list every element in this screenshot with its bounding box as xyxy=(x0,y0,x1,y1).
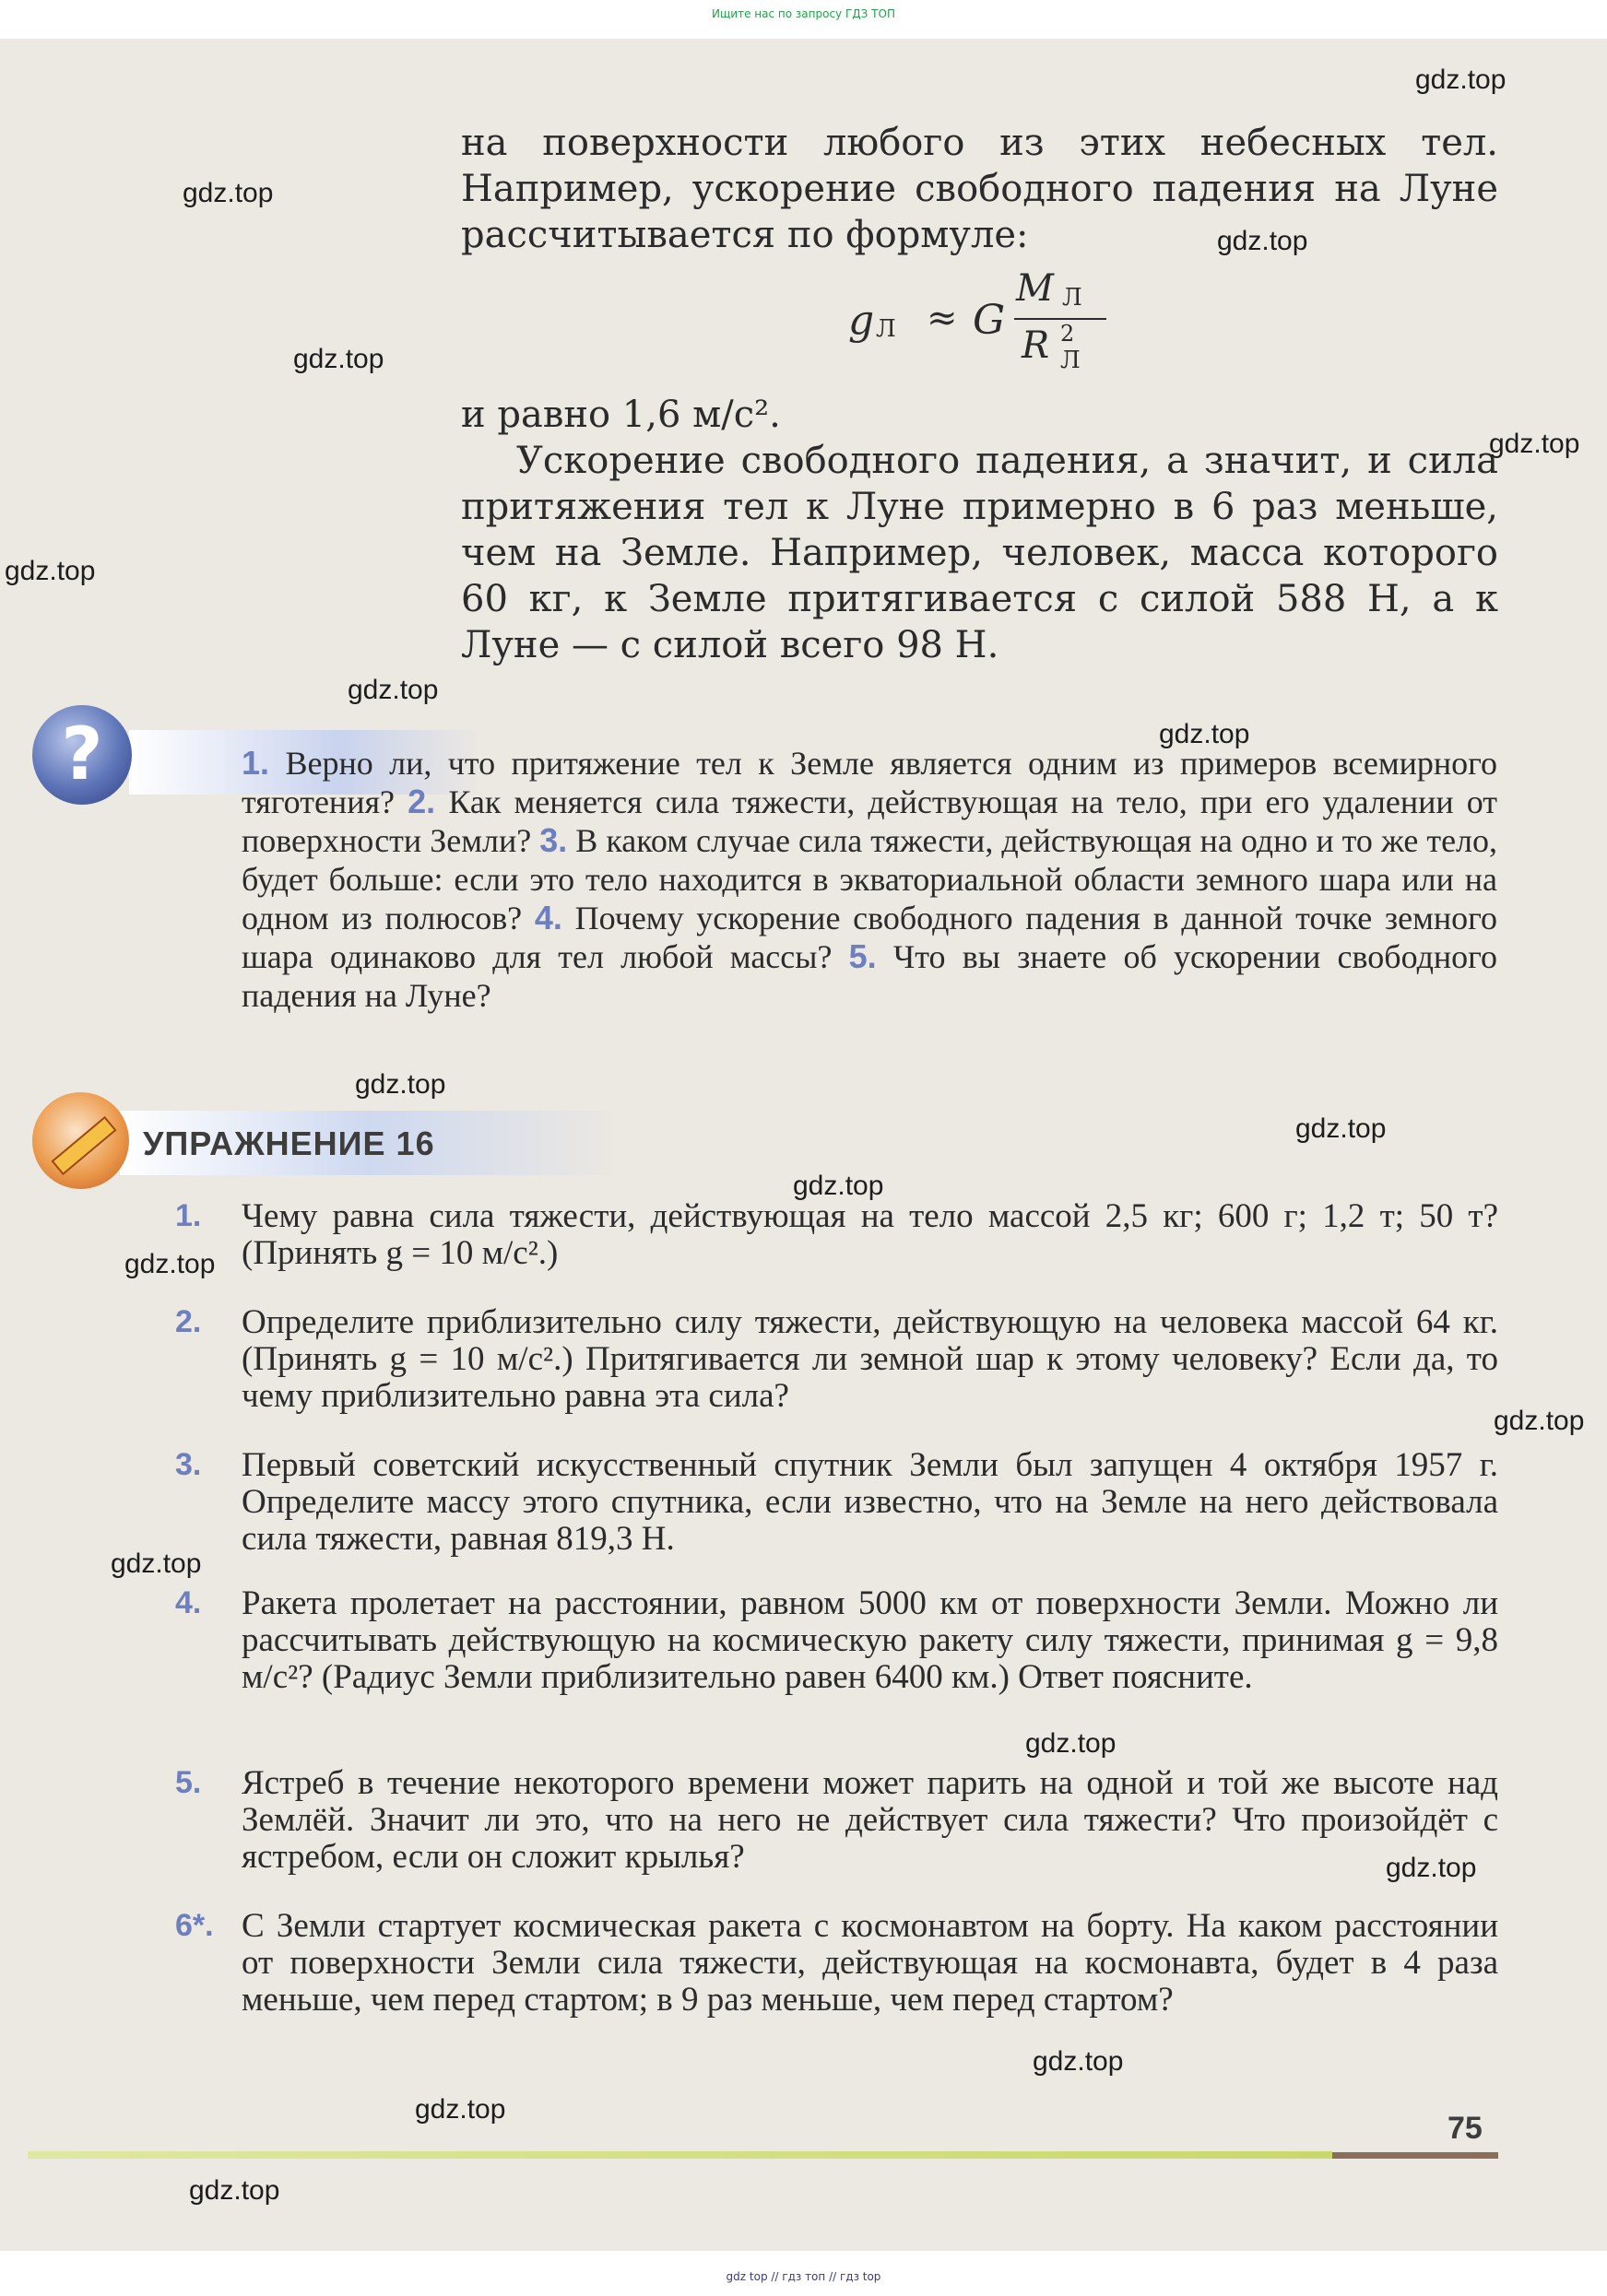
formula-denominator: R xyxy=(1022,324,1050,367)
moon-paragraph: Ускорение свободного падения, а значит, и сила притяжения тел к Луне примерно в 6 раз меньше, чем на Земле. Например, человек, масса которого 60 кг, к Земле притягивается с силой 588 Н, а к Луне — с силой всего 98 Н. xyxy=(461,440,1498,666)
watermark: gdz.top xyxy=(293,344,384,374)
watermark: gdz.top xyxy=(183,178,274,208)
exercise-text: С Земли стартует космическая ракета с космонавтом на борту. На каком расстоянии от поверхности Земли сила тяжести, действующая на космонавта, будет в 4 раза меньше, чем перед стартом; в 9 раз меньше, чем перед стартом? xyxy=(242,1907,1498,2019)
question-mark-icon: ? xyxy=(32,705,132,805)
exercise-item xyxy=(175,1765,1498,1876)
exercise-title: УПРАЖНЕНИЕ 16 xyxy=(143,1124,435,1162)
watermark: gdz.top xyxy=(1295,1113,1387,1144)
formula-g-sub: Л xyxy=(876,315,896,343)
watermark: gdz.top xyxy=(348,675,439,705)
bottom-banner[interactable]: gdz top // гдз топ // гдз top xyxy=(726,2270,881,2283)
top-banner[interactable]: Ищите нас по запросу ГДЗ ТОП xyxy=(712,7,895,20)
question-text: Верно ли, что притяжение тел к Земле является одним из примеров всемирного тяготения? xyxy=(242,745,1498,820)
question-number: 2. xyxy=(408,783,436,820)
formula-denominator-sup: 2 xyxy=(1060,321,1075,347)
exercise-text: Чему равна сила тяжести, действующая на тело массой 2,5 кг; 600 г; 1,2 т; 50 т? (Принять g = 10 м/с².) xyxy=(242,1197,1498,1272)
page-number: 75 xyxy=(1447,2111,1483,2146)
watermark: gdz.top xyxy=(1489,429,1580,459)
after-formula-text: и равно 1,6 м/с². xyxy=(461,394,781,436)
bottom-rule xyxy=(28,2151,1332,2159)
watermark: gdz.top xyxy=(1386,1853,1477,1883)
watermark: gdz.top xyxy=(5,556,96,586)
watermark: gdz.top xyxy=(111,1548,202,1579)
intro-paragraph: на поверхности любого из этих небесных тел. Например, ускорение свободного падения на Луне рассчитывается по формуле: xyxy=(461,122,1498,256)
bottom-rule-accent xyxy=(1332,2152,1498,2159)
watermark: gdz.top xyxy=(1217,226,1308,256)
exercise-item xyxy=(175,1585,1498,1696)
formula-G: G xyxy=(973,297,1006,344)
formula-fraction-bar xyxy=(1014,318,1106,320)
exercise-text: Первый советский искусственный спутник Земли был запущен 4 октября 1957 г. Определите массу этого спутника, если известно, что на Земле на него действовала сила тяжести, равная 819,3 Н. xyxy=(242,1446,1498,1558)
intro-block xyxy=(461,120,1498,258)
watermark: gdz.top xyxy=(1159,719,1250,749)
exercise-item xyxy=(175,1304,1498,1415)
exercise-text: Ракета пролетает на расстоянии, равном 5000 км от поверхности Земли. Можно ли рассчитывать действующую на космическую ракету силу тяжести, принимая g = 9,8 м/с²? (Радиус Земли приблизительно равен 6400 км.) Ответ поясните. xyxy=(242,1584,1498,1696)
formula-denominator-sub: Л xyxy=(1060,347,1081,374)
watermark: gdz.top xyxy=(189,2175,280,2206)
question-number: 1. xyxy=(242,744,270,782)
question-number: 4. xyxy=(534,899,562,936)
exercise-number: 1. xyxy=(175,1198,202,1233)
exercise-number: 2. xyxy=(175,1304,202,1339)
watermark: gdz.top xyxy=(1494,1406,1585,1436)
exercise-text: Ястреб в течение некоторого времени может парить на одной и той же высоте над Землёй. Значит ли это, что на него не действует сила тяжести? Что произойдёт с ястребом, если он сложит крылья? xyxy=(242,1764,1498,1876)
question-number: 5. xyxy=(848,937,877,975)
formula-approx: ≈ xyxy=(927,297,958,339)
watermark: gdz.top xyxy=(1033,2046,1124,2077)
exercise-item xyxy=(175,1198,1498,1272)
exercise-number: 3. xyxy=(175,1447,202,1482)
formula-g: g xyxy=(848,297,875,344)
watermark: gdz.top xyxy=(793,1171,884,1201)
question-text: В каком случае сила тяжести, действующая на одно и то же тело, будет больше: если это тело находится в экваториальной области земного шара или на одном из полюсов? xyxy=(242,822,1498,936)
formula-numerator-sub: Л xyxy=(1062,284,1082,312)
question-text: Как меняется сила тяжести, действующая на тело, при его удалении от поверхности Земли? xyxy=(242,783,1498,859)
questions-list xyxy=(242,744,1497,1015)
question-text: Почему ускорение свободного падения в данной точке земного шара одинаково для тел любой массы? xyxy=(242,900,1498,975)
watermark: gdz.top xyxy=(415,2094,506,2125)
exercise-item xyxy=(175,1447,1498,1558)
question-text: Что вы знаете об ускорении свободного падения на Луне? xyxy=(242,938,1498,1014)
watermark: gdz.top xyxy=(124,1249,216,1279)
exercise-item xyxy=(175,1908,1498,2019)
pencil-icon xyxy=(32,1092,129,1189)
exercise-number: 4. xyxy=(175,1585,202,1620)
exercise-number: 6*. xyxy=(175,1908,214,1943)
watermark: gdz.top xyxy=(1415,65,1507,95)
exercise-text: Определите приблизительно силу тяжести, действующую на человека массой 64 кг. (Принять g = 10 м/с².) Притягивается ли земной шар к этому человеку? Если да, то чему приблизительно равна эта сила? xyxy=(242,1303,1498,1415)
watermark: gdz.top xyxy=(355,1069,446,1100)
formula-numerator: M xyxy=(1016,267,1054,310)
moon-block xyxy=(461,392,1498,668)
question-number: 3. xyxy=(539,821,568,859)
watermark: gdz.top xyxy=(1025,1728,1117,1759)
exercise-number: 5. xyxy=(175,1765,202,1800)
moon-gravity-formula xyxy=(848,267,1125,378)
